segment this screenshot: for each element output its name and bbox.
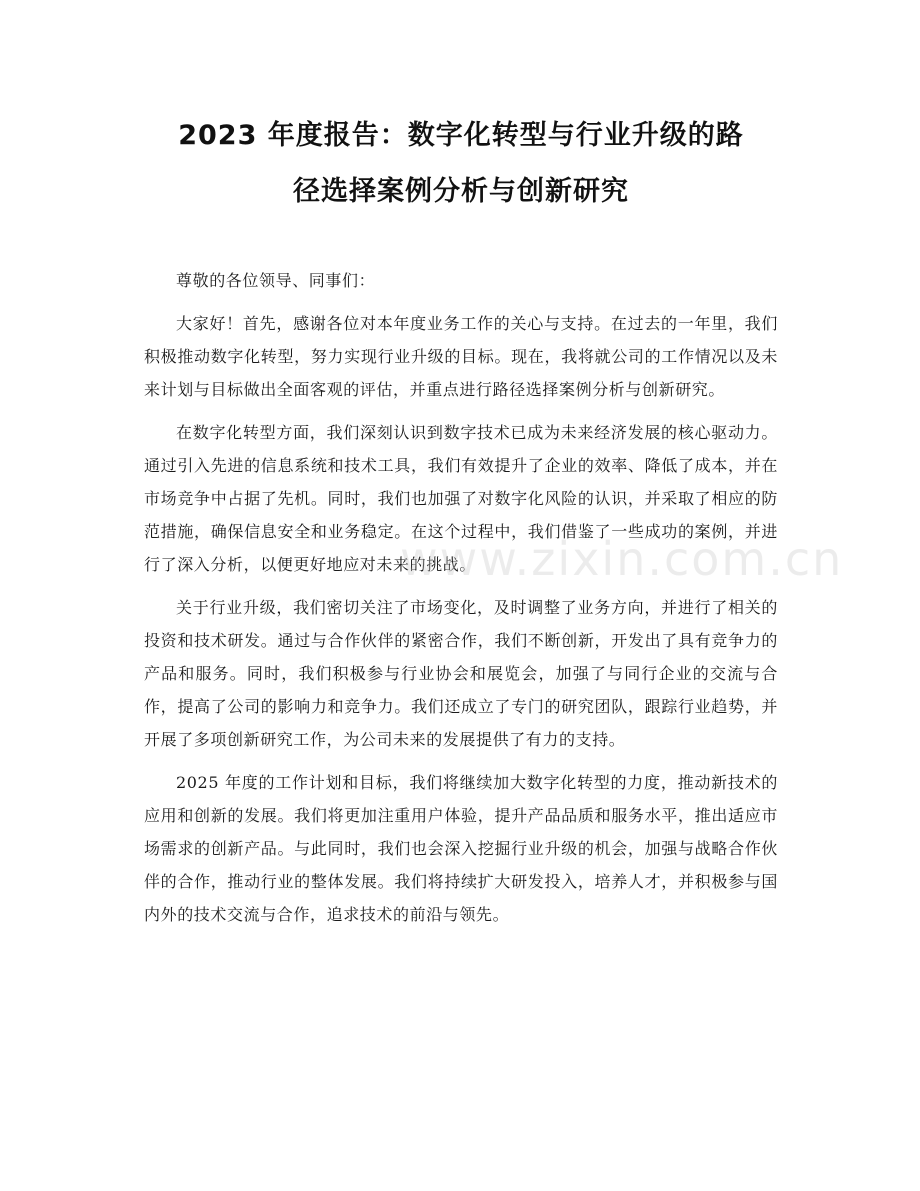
paragraph-intro: 大家好！首先，感谢各位对本年度业务工作的关心与支持。在过去的一年里，我们积极推动数字化转型，努力实现行业升级的目标。现在，我将就公司的工作情况以及未来计划与目标做出全面客观的评估，并重点进行路径选择案例分析与创新研究。 (144, 314, 778, 399)
salutation: 尊敬的各位领导、同事们： (176, 271, 376, 290)
watermark: www.zixin.com.cn (400, 532, 844, 586)
title-line-1: 2023 年度报告：数字化转型与行业升级的路 (178, 120, 744, 151)
title-line-2: 径选择案例分析与创新研究 (293, 176, 629, 207)
document-title (144, 108, 778, 220)
paragraph-work-plan: 2025 年度的工作计划和目标，我们将继续加大数字化转型的力度，推动新技术的应用和创新的发展。我们将更加注重用户体验，提升产品品质和服务水平，推出适应市场需求的创新产品。与此同时，我们也会深入挖掘行业升级的机会，加强与战略合作伙伴的合作，推动行业的整体发展。我们将持续扩大研发投入，培养人才，并积极参与国内外的技术交流与合作，追求技术的前沿与领先。 (144, 773, 778, 924)
paragraph-industry-upgrade: 关于行业升级，我们密切关注了市场变化，及时调整了业务方向，并进行了相关的投资和技术研发。通过与合作伙伴的紧密合作，我们不断创新，开发出了具有竞争力的产品和服务。同时，我们积极参与行业协会和展览会，加强了与同行企业的交流与合作，提高了公司的影响力和竞争力。我们还成立了专门的研究团队，跟踪行业趋势，并开展了多项创新研究工作，为公司未来的发展提供了有力的支持。 (144, 598, 778, 749)
paragraph-digital-transformation: 在数字化转型方面，我们深刻认识到数字技术已成为未来经济发展的核心驱动力。通过引入先进的信息系统和技术工具，我们有效提升了企业的效率、降低了成本，并在市场竞争中占据了先机。同时，我们也加强了对数字化风险的认识，并采取了相应的防范措施，确保信息安全和业务稳定。在这个过程中，我们借鉴了一些成功的案例，并进行了深入分析，以便更好地应对未来的挑战。 (144, 423, 778, 574)
